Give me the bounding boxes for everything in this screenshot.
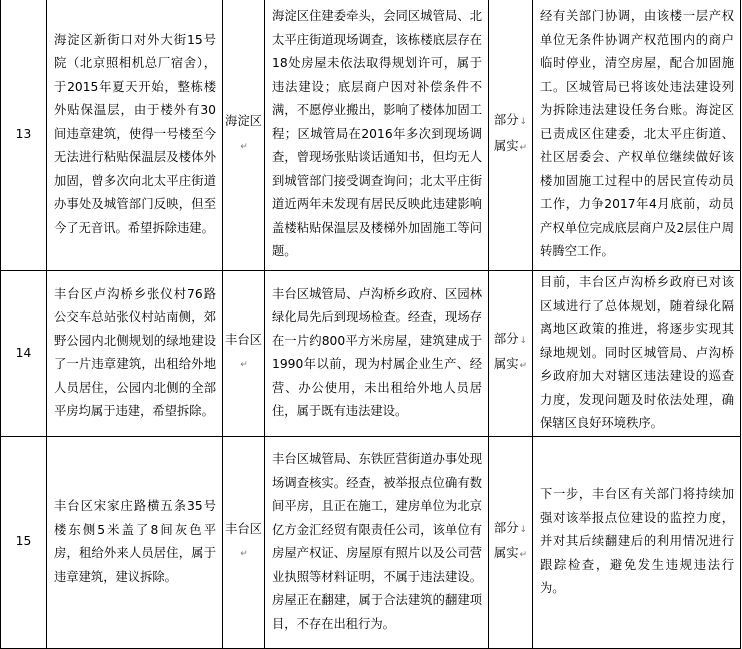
complaint-description: 丰台区卢沟桥乡张仪村76路公交车总站张仪村站南侧，郊野公园内北侧规划的绿地建设了一片违章建筑，出租给外地人员居住，公园内北侧的全部平房均属于违建，希望拆除。 [47,271,223,437]
verification-result [489,0,533,271]
result-line-1: 部分 [493,520,519,535]
complaint-description: 海淀区新街口对外大街15号院（北京照相机总厂宿舍），于2015年夏天开始，整栋楼外贴保温层，由于楼外有30间违章建筑，使得一号楼至今无法进行粘贴保温层及楼体外加固，曾多次向北太平庄街道办事处及城管部门反映，但至今了无音讯。希望拆除违建。 [47,0,223,271]
handling-plan: 下一步，丰台区有关部门将持续加强对该举报点位建设的监控力度，并对其后续翻建后的利用情况进行跟踪检查，避免发生违规违法行为。 [533,436,741,648]
table-row [1,271,741,437]
handling-plan: 经有关部门协调，由该楼一层产权单位无条件协调产权范围内的商户临时停业，清空房屋，配合加固施工。区城管局已将该处违法建设列为拆除违法建设任务台账。海淀区已责成区住建委，北太平庄街道、社区居委会、产权单位继续做好该楼加固施工过程中的居民宣传动员工作，力争2017年4月底前，动员产权单位完成底层商户及2层住户周转腾空工作。 [533,0,741,271]
investigation-finding: 丰台区城管局、卢沟桥乡政府、区园林绿化局先后到现场检查。经查，现场存在一片约800平方米房屋，建筑建成于1990年以前，现为村属企业生产、经营、办公使用，未出租给外地人员居住，属于既有违法建设。 [265,271,489,437]
row-number-13: 13 [1,0,47,271]
paragraph-mark-icon: ↵ [519,550,528,560]
row-number-14: 14 [1,271,47,437]
verification-result [489,271,533,437]
handling-plan: 目前，丰台区卢沟桥乡政府已对该区域进行了总体规划，随着绿化隔离地区政策的推进，将逐步实现其绿地规划。同时区城管局、卢沟桥乡政府加大对辖区违法建设的巡查力度，发现问题及时依法处理，确保辖区良好环境秩序。 [533,271,741,437]
paragraph-mark-icon: ↓ [519,524,528,535]
paragraph-mark-icon: ↵ [240,549,248,559]
district-cell [223,271,265,437]
table-row [1,436,741,648]
paragraph-mark-icon: ↓ [519,117,528,127]
verification-result [489,436,533,648]
paragraph-mark-icon: ↵ [519,361,528,372]
paragraph-mark-icon: ↓ [519,335,528,346]
complaint-description: 丰台区宋家庄路横五条35号楼东侧5米盖了8间灰色平房，租给外来人员居住，属于违章建筑，建议拆除。 [47,436,223,648]
result-line-1: 部分 [493,113,519,127]
result-line-2: 属实 [493,138,519,153]
paragraph-mark-icon: ↵ [240,360,248,371]
investigation-finding: 丰台区城管局、东铁匠营街道办事处现场调查核实。经查，被举报点位确有数间平房，且正在施工，建房单位为北京亿方金汇经贸有限责任公司，该单位有房屋产权证、房屋原有照片以及公司营业执照等材料证明，不属于违法建设。房屋正在翻建，属于合法建筑的翻建项目，不存在出租行为。 [265,436,489,648]
district-label: 丰台区 [225,332,262,347]
district-cell [223,436,265,648]
table-row [1,0,741,271]
row-number-15: 15 [1,436,47,648]
result-line-2: 属实 [493,546,519,560]
paragraph-mark-icon: ↵ [240,141,248,152]
paragraph-mark-icon: ↵ [519,142,528,153]
district-label: 海淀区 [225,114,262,128]
district-cell [223,0,265,271]
investigation-finding: 海淀区住建委牵头，会同区城管局、北太平庄街道现场调查，该栋楼底层存在18处房屋未依法取得规划许可，属于违法建设；底层商户因对补偿条件不满，不愿停业搬出，影响了楼体加固工程；区城管局在2016年多次到现场调查，曾现场张贴谈话通知书，但均无人到城管部门接受调查询问；北太平庄街道近两年未发现有居民反映此违建影响盖楼粘贴保温层及楼梯外加固施工等问题。 [265,0,489,271]
district-label: 丰台区 [225,521,262,536]
result-line-2: 属实 [493,357,519,372]
result-line-1: 部分 [493,331,519,346]
